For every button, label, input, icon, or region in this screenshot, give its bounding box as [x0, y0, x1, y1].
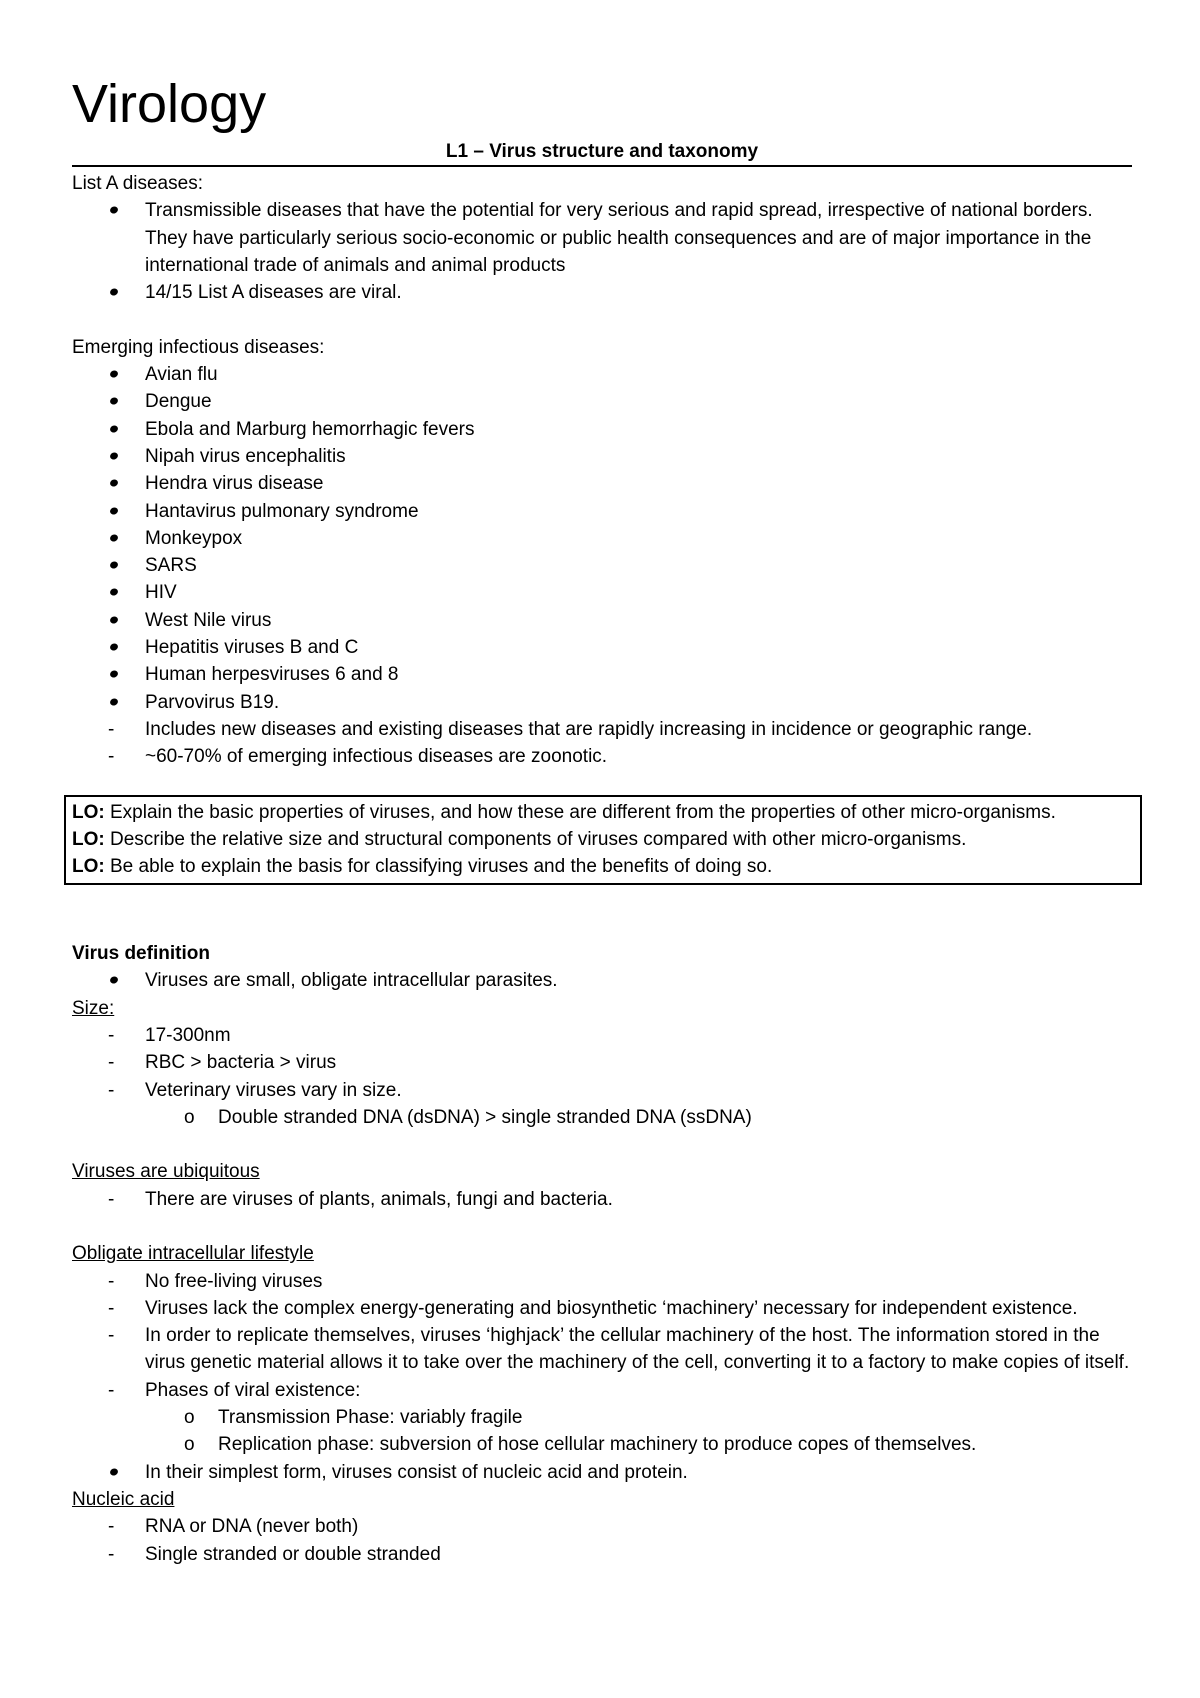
list-item: - No free-living viruses: [72, 1268, 1132, 1295]
dash-marker: -: [108, 1379, 115, 1401]
bullet-icon: [109, 397, 119, 406]
circle-marker: o: [184, 1407, 195, 1429]
bullet-icon: [109, 451, 119, 460]
bullet-icon: [109, 506, 119, 515]
dash-marker: -: [108, 746, 115, 768]
objective: LO: Be able to explain the basis for classifying viruses and the benefits of doing so.: [72, 856, 773, 878]
list-item: - Viruses lack the complex energy-generating and biosynthetic ‘machinery’ necessary for independent existence.: [72, 1295, 1132, 1322]
list-item: - In order to replicate themselves, viruses ‘highjack’ the cellular machinery of the host. The information stored in the virus genetic material allows it to take over the machinery of the cell, converting it to a factory to make copies of itself.: [72, 1322, 1132, 1377]
document-title: Virology: [72, 74, 267, 134]
bullet-icon: [109, 642, 119, 651]
bullet-icon: [109, 1467, 119, 1476]
list-item: Hendra virus disease: [72, 470, 1132, 497]
list-item: 14/15 List A diseases are viral.: [72, 279, 1132, 306]
bullet-icon: [109, 288, 119, 297]
list-item: In their simplest form, viruses consist of nucleic acid and protein.: [72, 1459, 1132, 1486]
objective: LO: Explain the basic properties of viruses, and how these are different from the properties of other micro-organisms.: [72, 801, 1056, 823]
list-item: - Phases of viral existence:: [72, 1377, 1132, 1404]
obligate-heading: Obligate intracellular lifestyle: [72, 1243, 314, 1265]
list-item: o Transmission Phase: variably fragile: [72, 1404, 1132, 1431]
list-item: - Includes new diseases and existing diseases that are rapidly increasing in incidence or geographic range.: [72, 716, 1132, 743]
list-item: Monkeypox: [72, 525, 1132, 552]
dash-marker: -: [108, 718, 115, 740]
bullet-icon: [109, 424, 119, 433]
list-item: - Veterinary viruses vary in size.: [72, 1077, 1132, 1104]
bullet-icon: [109, 976, 119, 985]
list-item: West Nile virus: [72, 607, 1132, 634]
list-item: Avian flu: [72, 361, 1132, 388]
list-item: Parvovirus B19.: [72, 689, 1132, 716]
objective: LO: Describe the relative size and structural components of viruses compared with other micro-organisms.: [72, 828, 967, 850]
dash-marker: -: [108, 1325, 115, 1347]
circle-marker: o: [184, 1106, 195, 1128]
dash-marker: -: [108, 1188, 115, 1210]
bullet-icon: [109, 479, 119, 488]
virus-definition-heading: Virus definition: [72, 943, 210, 965]
dash-marker: -: [108, 1297, 115, 1319]
bullet-icon: [109, 670, 119, 679]
bullet-icon: [109, 370, 119, 379]
bullet-icon: [109, 615, 119, 624]
list-item: Hantavirus pulmonary syndrome: [72, 498, 1132, 525]
circle-marker: o: [184, 1434, 195, 1456]
dash-marker: -: [108, 1270, 115, 1292]
dash-marker: -: [108, 1543, 115, 1565]
dash-marker: -: [108, 1024, 115, 1046]
list-item: - Single stranded or double stranded: [72, 1541, 1132, 1568]
dash-marker: -: [108, 1516, 115, 1538]
size-heading: Size:: [72, 997, 115, 1019]
list-item: - RNA or DNA (never both): [72, 1513, 1132, 1540]
list-item: o Double stranded DNA (dsDNA) > single stranded DNA (ssDNA): [72, 1104, 1132, 1131]
list-item: Transmissible diseases that have the potential for very serious and rapid spread, irrespective of national borders. They have particularly serious socio-economic or public health consequences and are of major importance in the international trade of animals and animal products: [72, 197, 1132, 279]
bullet-icon: [109, 588, 119, 597]
list-item: SARS: [72, 552, 1132, 579]
list-item: o Replication phase: subversion of hose cellular machinery to produce copes of themselves.: [72, 1431, 1132, 1458]
list-item: - There are viruses of plants, animals, fungi and bacteria.: [72, 1186, 1132, 1213]
list-item: Human herpesviruses 6 and 8: [72, 661, 1132, 688]
ubiquitous-heading: Viruses are ubiquitous: [72, 1161, 260, 1183]
emerging-heading: Emerging infectious diseases:: [72, 336, 325, 358]
list-item: HIV: [72, 579, 1132, 606]
dash-marker: -: [108, 1079, 115, 1101]
list-item: Ebola and Marburg hemorrhagic fevers: [72, 416, 1132, 443]
list-item: Nipah virus encephalitis: [72, 443, 1132, 470]
document-body: [72, 170, 1132, 1568]
learning-objectives-box: [64, 795, 1142, 886]
nucleic-acid-heading: Nucleic acid: [72, 1488, 175, 1510]
bullet-icon: [109, 533, 119, 542]
bullet-icon: [109, 697, 119, 706]
list-a-heading: List A diseases:: [72, 173, 203, 194]
list-item: Viruses are small, obligate intracellular parasites.: [72, 967, 1132, 994]
list-a-items: [72, 197, 1132, 306]
list-item: - 17-300nm: [72, 1022, 1132, 1049]
lecture-heading: L1 – Virus structure and taxonomy: [72, 140, 1132, 167]
list-item: - ~60-70% of emerging infectious diseases are zoonotic.: [72, 743, 1132, 770]
list-item: - RBC > bacteria > virus: [72, 1049, 1132, 1076]
bullet-icon: [109, 561, 119, 570]
bullet-icon: [109, 206, 119, 215]
list-item: Dengue: [72, 388, 1132, 415]
emerging-items: [72, 361, 1132, 770]
dash-marker: -: [108, 1052, 115, 1074]
list-item: Hepatitis viruses B and C: [72, 634, 1132, 661]
